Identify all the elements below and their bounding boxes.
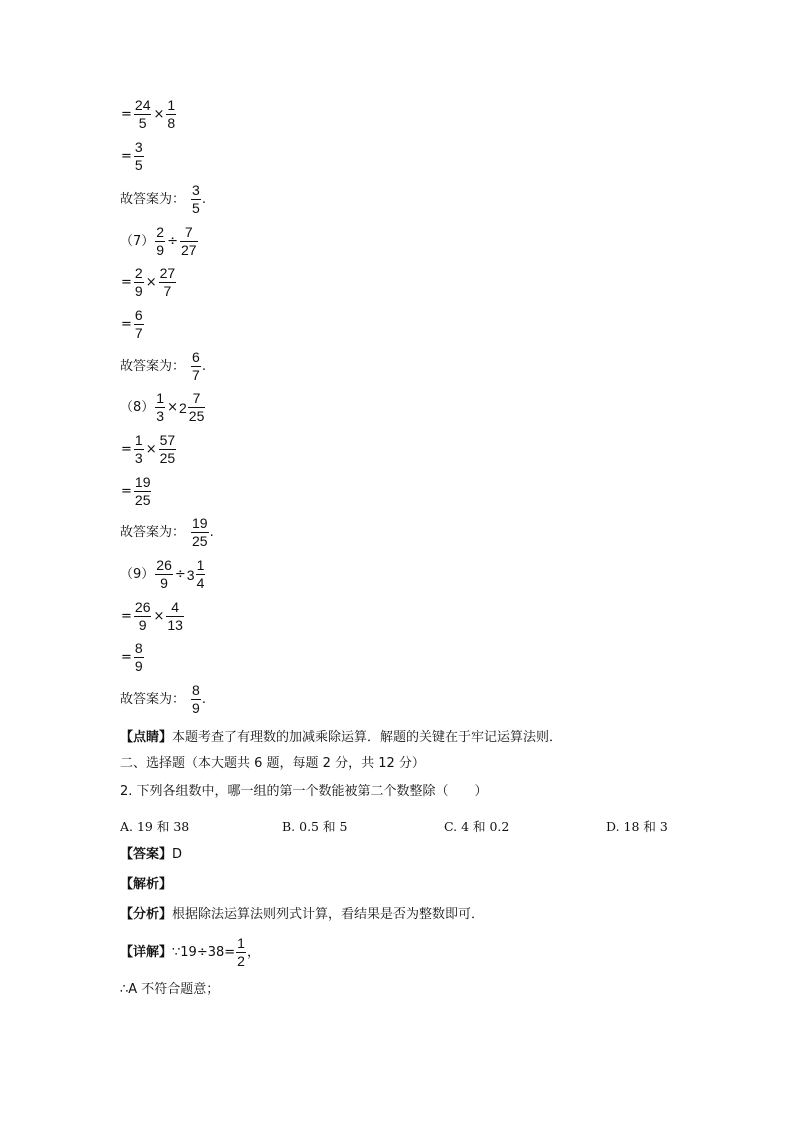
fraction: $\frac{57}{25}$ <box>159 432 176 466</box>
step-7-multiply: = $\frac{2}{9}$ × $\frac{27}{7}$ <box>121 265 176 299</box>
step-6-result: = $\frac{3}{5}$ <box>121 139 143 173</box>
answer-value: D <box>172 847 183 862</box>
comment-line <box>120 731 562 744</box>
fraction: $\frac{8}{9}$ <box>192 682 200 716</box>
fraction: $\frac{26}{9}$ <box>134 599 151 633</box>
step-8-result: = $\frac{19}{25}$ <box>121 474 151 508</box>
answer-tag: 【答案】 <box>120 847 173 862</box>
option-c: C. 4 和 0.2 <box>444 819 510 834</box>
fraction: $\frac{24}{5}$ <box>134 97 151 131</box>
fraction: $\frac{4}{13}$ <box>167 599 183 633</box>
fraction: $\frac{2}{9}$ <box>156 224 165 258</box>
analysis-title: 【解析】 <box>120 877 173 892</box>
fraction: $\frac{2}{9}$ <box>134 265 143 299</box>
analysis-text: 根据除法运算法则列式计算，看结果是否为整数即可． <box>172 907 485 922</box>
fraction: $\frac{27}{7}$ <box>159 265 176 299</box>
fraction: $\frac{7}{25}$ <box>188 390 205 424</box>
option-d: D. 18 和 3 <box>606 819 668 834</box>
analysis-line <box>120 908 484 921</box>
step-7-question: （7） $\frac{2}{9}$ ÷ $\frac{7}{27}$ <box>120 224 197 258</box>
step-9-question: （9） $\frac{26}{9}$ ÷ 3 $\frac{1}{4}$ <box>120 557 205 591</box>
fraction: $\frac{19}{25}$ <box>134 474 151 508</box>
step-9-result: = $\frac{8}{9}$ <box>121 640 143 674</box>
step-9-multiply: = $\frac{26}{9}$ × $\frac{4}{13}$ <box>121 599 183 633</box>
fraction: $\frac{1}{8}$ <box>167 97 176 131</box>
detail-line: 【详解】 ∵19÷38= $\frac{1}{2}$ ， <box>120 935 260 969</box>
answer-line <box>120 848 182 861</box>
step-6-multiply: = $\frac{24}{5}$ × $\frac{1}{8}$ <box>121 97 176 131</box>
detail-tag: 【详解】 <box>120 945 173 960</box>
step-6-answer: 故答案为： $\frac{3}{5}$ . <box>120 182 206 216</box>
step-9-answer: 故答案为： $\frac{8}{9}$ . <box>120 682 206 716</box>
detail-expr: ∵19÷38= <box>172 945 236 960</box>
comment-tag: 【点睛】 <box>120 730 173 745</box>
fraction: $\frac{3}{5}$ <box>192 182 200 216</box>
step-7-result: = $\frac{6}{7}$ <box>121 307 143 341</box>
step-8-multiply: = $\frac{1}{3}$ × $\frac{57}{25}$ <box>121 432 176 466</box>
fraction: $\frac{3}{5}$ <box>134 139 143 173</box>
fraction: $\frac{1}{2}$ <box>237 935 245 969</box>
question-stem: 2. 下列各组数中，哪一组的第一个数能被第二个数整除（ ） <box>120 784 488 799</box>
fraction: $\frac{7}{27}$ <box>180 224 197 258</box>
option-b: B. 0.5 和 5 <box>282 819 348 834</box>
analysis-tag: 【分析】 <box>120 907 173 922</box>
fraction: $\frac{26}{9}$ <box>156 557 172 591</box>
option-a: A. 19 和 38 <box>120 819 190 834</box>
step-7-answer: 故答案为： $\frac{6}{7}$ . <box>120 349 206 383</box>
fraction: $\frac{19}{25}$ <box>192 515 208 549</box>
step-8-answer: 故答案为： $\frac{19}{25}$ . <box>120 515 214 549</box>
fraction: $\frac{8}{9}$ <box>134 640 143 674</box>
fraction: $\frac{6}{7}$ <box>134 307 143 341</box>
fraction: $\frac{6}{7}$ <box>192 349 200 383</box>
comment-text: 本题考查了有理数的加减乘除运算．解题的关键在于牢记运算法则． <box>172 730 563 745</box>
section-title: 二、选择题（本大题共 6 题，每题 2 分，共 12 分） <box>120 756 425 771</box>
conclusion-line: ∴A 不符合题意； <box>120 982 220 997</box>
fraction: $\frac{1}{3}$ <box>134 432 143 466</box>
fraction: $\frac{1}{4}$ <box>196 557 205 591</box>
step-8-question: （8） $\frac{1}{3}$ × 2 $\frac{7}{25}$ <box>120 390 205 424</box>
fraction: $\frac{1}{3}$ <box>156 390 165 424</box>
